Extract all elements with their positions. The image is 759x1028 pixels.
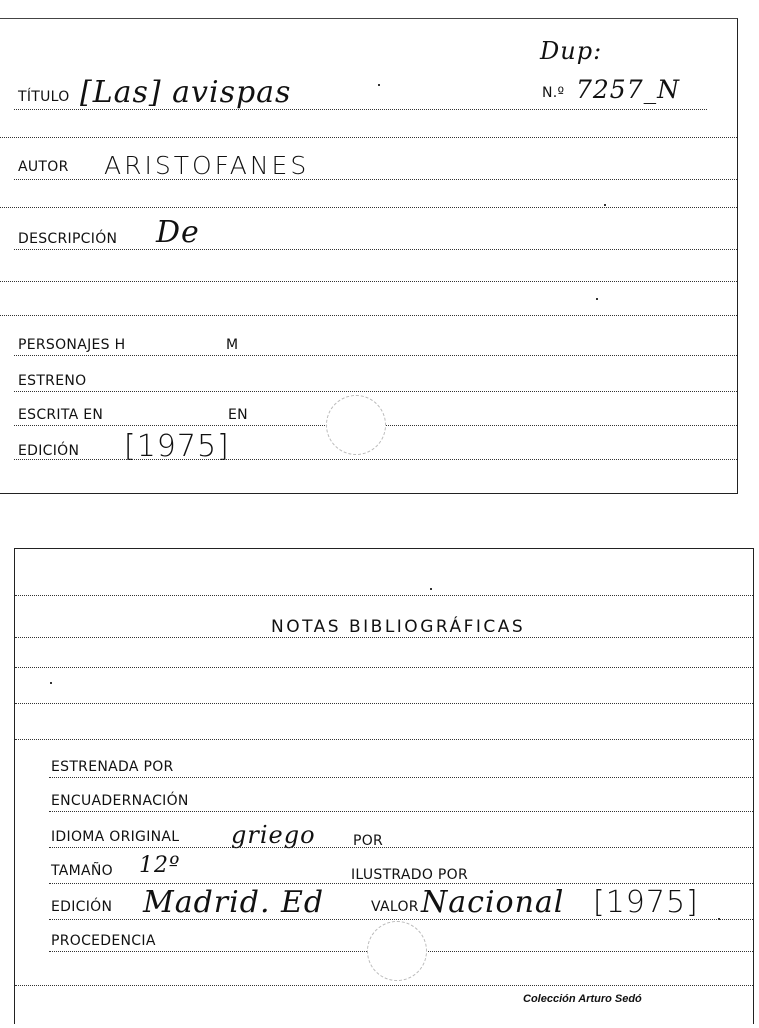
scan-speck [378, 84, 380, 86]
edicion2-value-2: Nacional [421, 885, 565, 920]
procedencia-label: PROCEDENCIA [51, 933, 156, 949]
edicion-value: [1975] [124, 429, 230, 464]
numero-label: N.º [542, 85, 565, 101]
autor-value: ARISTOFANES [104, 151, 310, 180]
estrenada-line [49, 777, 753, 778]
scan-speck [604, 204, 606, 206]
estrenada-label: ESTRENADA POR [51, 759, 174, 775]
rule-line [15, 595, 753, 596]
dup-note: Dup: [540, 37, 603, 65]
rule-line [0, 137, 737, 138]
edicion-line [14, 459, 737, 460]
edicion2-line [49, 919, 753, 920]
punch-hole [367, 921, 427, 981]
titulo-label: TÍTULO [18, 89, 70, 105]
idioma-label: IDIOMA ORIGINAL [51, 829, 180, 845]
idioma-line [49, 847, 753, 848]
valor-label: VALOR [371, 899, 419, 915]
personajes-line [14, 355, 737, 356]
rule-line [15, 667, 753, 668]
idioma-por-label: POR [353, 833, 384, 849]
autor-line [14, 179, 737, 180]
encuadernacion-label: ENCUADERNACIÓN [51, 793, 189, 809]
scan-speck [596, 298, 598, 300]
edicion2-value-3: [1975] [593, 885, 699, 920]
rule-line [15, 637, 753, 638]
estreno-line [14, 391, 737, 392]
rule-line [0, 315, 737, 316]
idioma-value: griego [231, 821, 316, 849]
scan-speck [50, 682, 52, 684]
rule-line [0, 281, 737, 282]
rule-line [15, 985, 753, 986]
rule-line [15, 703, 753, 704]
descripcion-value: De [156, 215, 200, 250]
notas-heading: NOTAS BIBLIOGRÁFICAS [271, 617, 526, 637]
descripcion-line [14, 249, 737, 250]
edicion-label: EDICIÓN [18, 443, 80, 459]
encuadernacion-line [49, 811, 753, 812]
tamano-value: 12º [139, 853, 181, 878]
descripcion-label: DESCRIPCIÓN [18, 231, 118, 247]
titulo-line [14, 109, 707, 110]
personajes-label: PERSONAJES H [18, 337, 126, 353]
personajes-m-label: M [226, 337, 239, 353]
edicion2-label: EDICIÓN [51, 899, 113, 915]
scan-speck [718, 918, 720, 920]
rule-line [15, 739, 753, 740]
scan-speck [430, 588, 432, 590]
catalog-card-title [0, 18, 738, 494]
estreno-label: ESTRENO [18, 373, 87, 389]
edicion2-value-1: Madrid. Ed [143, 885, 325, 920]
tamano-line [49, 883, 753, 884]
punch-hole [326, 395, 386, 455]
rule-line [0, 207, 737, 208]
catalog-card-notes [14, 548, 754, 1024]
tamano-label: TAMAÑO [51, 863, 113, 879]
titulo-value: [Las] avispas [80, 75, 292, 110]
escrita-en-label: EN [228, 407, 248, 423]
autor-label: AUTOR [18, 159, 69, 175]
escrita-label: ESCRITA EN [18, 407, 104, 423]
numero-value: 7257_N [576, 75, 680, 104]
collection-footer: Colección Arturo Sedó [523, 993, 642, 1005]
ilustrado-label: ILUSTRADO POR [351, 867, 468, 883]
